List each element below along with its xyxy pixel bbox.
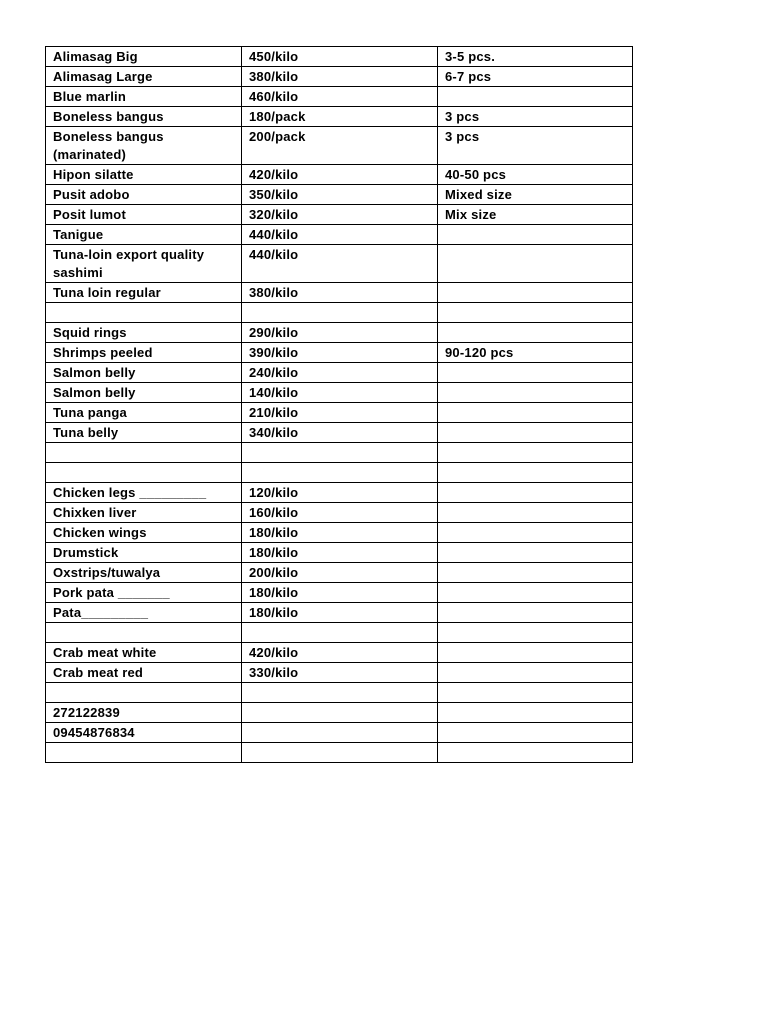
price-cell: 140/kilo — [242, 383, 438, 403]
price-cell: 180/kilo — [242, 523, 438, 543]
table-row — [46, 643, 633, 663]
note-cell — [438, 245, 633, 283]
item-cell — [46, 623, 242, 643]
note-cell — [438, 383, 633, 403]
note-cell — [438, 723, 633, 743]
price-cell: 460/kilo — [242, 87, 438, 107]
table-row — [46, 563, 633, 583]
price-cell: 350/kilo — [242, 185, 438, 205]
price-list-page — [45, 46, 633, 763]
price-cell — [242, 723, 438, 743]
table-row — [46, 523, 633, 543]
item-cell: Oxstrips/tuwalya — [46, 563, 242, 583]
table-row — [46, 483, 633, 503]
table-row — [46, 423, 633, 443]
table-row — [46, 603, 633, 623]
price-cell — [242, 443, 438, 463]
price-cell: 380/kilo — [242, 283, 438, 303]
note-cell — [438, 483, 633, 503]
item-cell: Shrimps peeled — [46, 343, 242, 363]
table-row — [46, 225, 633, 245]
note-cell: Mix size — [438, 205, 633, 225]
price-cell: 380/kilo — [242, 67, 438, 87]
note-cell — [438, 323, 633, 343]
note-cell — [438, 683, 633, 703]
table-row — [46, 245, 633, 283]
table-row — [46, 363, 633, 383]
table-row — [46, 683, 633, 703]
note-cell — [438, 87, 633, 107]
note-cell — [438, 503, 633, 523]
table-row — [46, 543, 633, 563]
note-cell: 90-120 pcs — [438, 343, 633, 363]
note-cell: 40-50 pcs — [438, 165, 633, 185]
table-row — [46, 583, 633, 603]
price-cell: 440/kilo — [242, 245, 438, 283]
table-row — [46, 703, 633, 723]
price-cell: 290/kilo — [242, 323, 438, 343]
note-cell — [438, 623, 633, 643]
note-cell — [438, 443, 633, 463]
item-cell — [46, 443, 242, 463]
price-cell: 240/kilo — [242, 363, 438, 383]
price-cell: 180/kilo — [242, 543, 438, 563]
item-cell: Tuna loin regular — [46, 283, 242, 303]
table-row — [46, 303, 633, 323]
note-cell — [438, 403, 633, 423]
price-cell: 120/kilo — [242, 483, 438, 503]
table-row — [46, 107, 633, 127]
price-table — [45, 46, 633, 763]
item-cell: Crab meat white — [46, 643, 242, 663]
item-cell: Tuna panga — [46, 403, 242, 423]
note-cell: Mixed size — [438, 185, 633, 205]
table-row — [46, 323, 633, 343]
table-row — [46, 463, 633, 483]
table-row — [46, 343, 633, 363]
item-cell: Salmon belly — [46, 383, 242, 403]
note-cell — [438, 703, 633, 723]
price-cell: 440/kilo — [242, 225, 438, 245]
table-row — [46, 503, 633, 523]
item-cell: Drumstick — [46, 543, 242, 563]
price-cell — [242, 683, 438, 703]
note-cell — [438, 303, 633, 323]
item-cell: Crab meat red — [46, 663, 242, 683]
note-cell — [438, 663, 633, 683]
note-cell — [438, 643, 633, 663]
note-cell — [438, 583, 633, 603]
note-cell — [438, 543, 633, 563]
item-cell: Hipon silatte — [46, 165, 242, 185]
table-row — [46, 165, 633, 185]
note-cell — [438, 603, 633, 623]
price-cell: 160/kilo — [242, 503, 438, 523]
item-cell: Pusit adobo — [46, 185, 242, 205]
table-row — [46, 67, 633, 87]
table-row — [46, 283, 633, 303]
note-cell: 3 pcs — [438, 107, 633, 127]
price-cell: 330/kilo — [242, 663, 438, 683]
price-cell: 320/kilo — [242, 205, 438, 225]
price-cell: 340/kilo — [242, 423, 438, 443]
item-cell: Squid rings — [46, 323, 242, 343]
table-row — [46, 87, 633, 107]
note-cell: 3-5 pcs. — [438, 47, 633, 67]
item-cell: Alimasag Big — [46, 47, 242, 67]
price-cell: 420/kilo — [242, 643, 438, 663]
item-cell — [46, 683, 242, 703]
price-cell — [242, 743, 438, 763]
item-cell: Tuna belly — [46, 423, 242, 443]
item-cell: Boneless bangus — [46, 107, 242, 127]
item-cell — [46, 303, 242, 323]
item-cell: Pork pata _______ — [46, 583, 242, 603]
price-cell — [242, 703, 438, 723]
table-row — [46, 185, 633, 205]
price-cell: 180/kilo — [242, 603, 438, 623]
note-cell — [438, 283, 633, 303]
item-cell: 272122839 — [46, 703, 242, 723]
price-table-body — [46, 47, 633, 763]
note-cell — [438, 743, 633, 763]
note-cell — [438, 363, 633, 383]
item-cell — [46, 743, 242, 763]
table-row — [46, 743, 633, 763]
item-cell: Tanigue — [46, 225, 242, 245]
price-cell: 420/kilo — [242, 165, 438, 185]
table-row — [46, 205, 633, 225]
price-cell — [242, 623, 438, 643]
item-cell: Blue marlin — [46, 87, 242, 107]
item-cell: Chicken wings — [46, 523, 242, 543]
note-cell — [438, 523, 633, 543]
price-cell — [242, 303, 438, 323]
price-cell: 180/pack — [242, 107, 438, 127]
item-cell: 09454876834 — [46, 723, 242, 743]
note-cell — [438, 463, 633, 483]
item-cell: Pata_________ — [46, 603, 242, 623]
price-cell: 210/kilo — [242, 403, 438, 423]
item-cell: Posit lumot — [46, 205, 242, 225]
table-row — [46, 443, 633, 463]
item-cell: Tuna-loin export quality sashimi — [46, 245, 242, 283]
item-cell: Boneless bangus (marinated) — [46, 127, 242, 165]
price-cell: 180/kilo — [242, 583, 438, 603]
table-row — [46, 47, 633, 67]
note-cell: 6-7 pcs — [438, 67, 633, 87]
table-row — [46, 127, 633, 165]
note-cell — [438, 563, 633, 583]
table-row — [46, 403, 633, 423]
item-cell: Chicken legs _________ — [46, 483, 242, 503]
item-cell: Alimasag Large — [46, 67, 242, 87]
table-row — [46, 663, 633, 683]
price-cell: 200/pack — [242, 127, 438, 165]
item-cell: Chixken liver — [46, 503, 242, 523]
item-cell: Salmon belly — [46, 363, 242, 383]
table-row — [46, 723, 633, 743]
item-cell — [46, 463, 242, 483]
note-cell — [438, 423, 633, 443]
table-row — [46, 383, 633, 403]
note-cell — [438, 225, 633, 245]
price-cell: 450/kilo — [242, 47, 438, 67]
price-cell — [242, 463, 438, 483]
price-cell: 390/kilo — [242, 343, 438, 363]
note-cell: 3 pcs — [438, 127, 633, 165]
table-row — [46, 623, 633, 643]
price-cell: 200/kilo — [242, 563, 438, 583]
